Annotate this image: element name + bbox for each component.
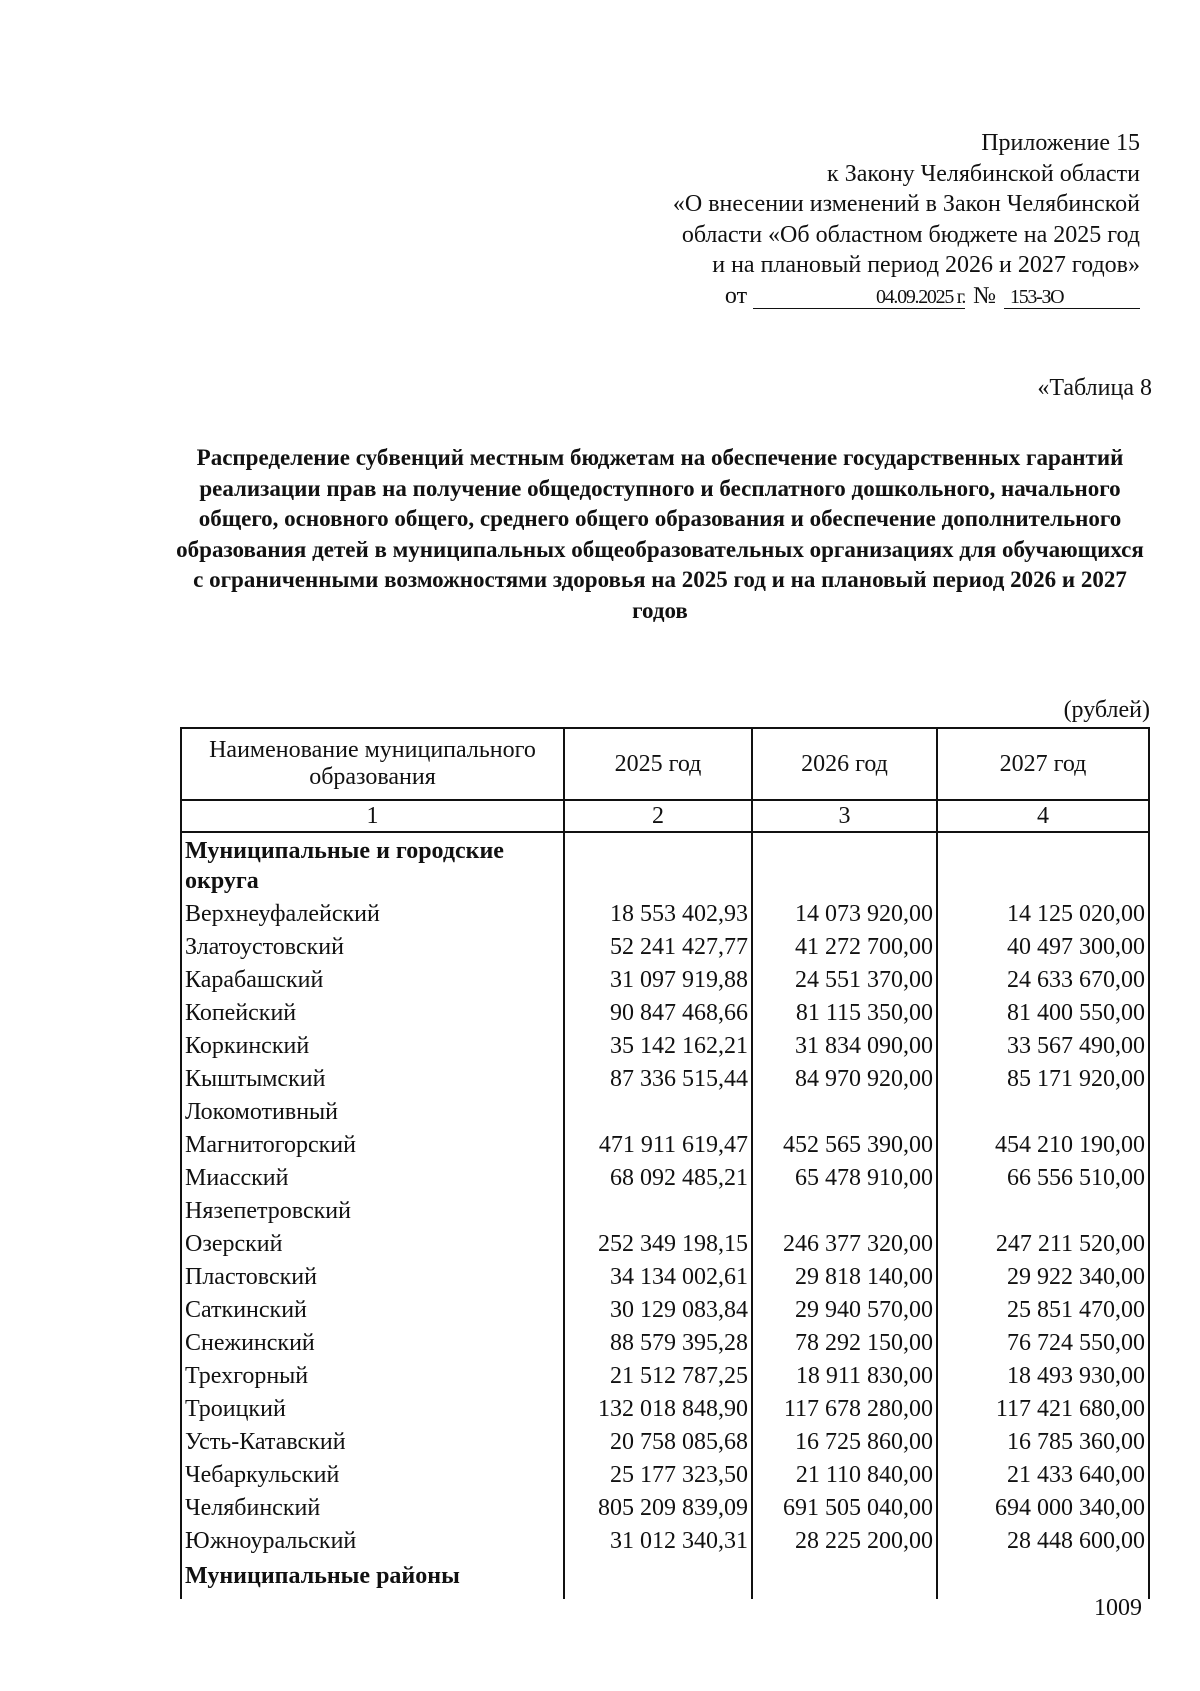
- value-2026: 246 377 320,00: [752, 1228, 937, 1261]
- value-2025: 90 847 468,66: [564, 997, 752, 1030]
- value-2026: 31 834 090,00: [752, 1030, 937, 1063]
- value-2025: 52 241 427,77: [564, 931, 752, 964]
- municipality-name: Снежинский: [181, 1327, 564, 1360]
- table-row: [181, 1063, 1149, 1096]
- number-label: №: [973, 282, 996, 309]
- value-2026: 452 565 390,00: [752, 1129, 937, 1162]
- municipality-name: Локомотивный: [181, 1096, 564, 1129]
- municipality-name: Коркинский: [181, 1030, 564, 1063]
- value-2025: 252 349 198,15: [564, 1228, 752, 1261]
- value-2027: [937, 1096, 1149, 1129]
- appendix-header: [580, 128, 1140, 311]
- value-2026: 16 725 860,00: [752, 1426, 937, 1459]
- table-row: [181, 1294, 1149, 1327]
- value-2026: 78 292 150,00: [752, 1327, 937, 1360]
- table-row: [181, 1525, 1149, 1558]
- section-row: [181, 1558, 1149, 1599]
- table-row: [181, 997, 1149, 1030]
- value-2027: 454 210 190,00: [937, 1129, 1149, 1162]
- value-2027: 66 556 510,00: [937, 1162, 1149, 1195]
- column-header: 2025 год: [564, 728, 752, 800]
- value-2025: 88 579 395,28: [564, 1327, 752, 1360]
- section-title: Муниципальные районы: [181, 1558, 564, 1599]
- table-row: [181, 1096, 1149, 1129]
- value-2027: 28 448 600,00: [937, 1525, 1149, 1558]
- municipality-name: Нязепетровский: [181, 1195, 564, 1228]
- value-2027: 29 922 340,00: [937, 1261, 1149, 1294]
- value-2025: 471 911 619,47: [564, 1129, 752, 1162]
- value-2026: 18 911 830,00: [752, 1360, 937, 1393]
- table-row: [181, 898, 1149, 931]
- value-2027: 76 724 550,00: [937, 1327, 1149, 1360]
- value-2025: 132 018 848,90: [564, 1393, 752, 1426]
- from-label: от: [724, 282, 748, 309]
- municipality-name: Златоустовский: [181, 931, 564, 964]
- column-header: 2027 год: [937, 728, 1149, 800]
- document-title: Распределение субвенций местным бюджетам на обеспечение государственных гарантий реализации прав на получение общедоступного и бесплатного дошкольного, начального общего, основного общего, среднего общего образования и обеспечение дополнительного образования детей в муниципальных общеобразовательных организациях для обучающихся с ограниченными возможностями здоровья на 2025 год и на плановый период 2026 и 2027 годов: [176, 445, 1144, 623]
- column-number-row: [181, 800, 1149, 832]
- municipality-name: Пластовский: [181, 1261, 564, 1294]
- value-2027: 18 493 930,00: [937, 1360, 1149, 1393]
- value-2026: 21 110 840,00: [752, 1459, 937, 1492]
- column-number: 1: [181, 800, 564, 832]
- value-2026: 41 272 700,00: [752, 931, 937, 964]
- value-2025: 30 129 083,84: [564, 1294, 752, 1327]
- value-2025: 34 134 002,61: [564, 1261, 752, 1294]
- value-2026: 29 818 140,00: [752, 1261, 937, 1294]
- value-2025: 31 012 340,31: [564, 1525, 752, 1558]
- table-row: [181, 1195, 1149, 1228]
- table-body: [181, 832, 1149, 1599]
- municipality-name: Троицкий: [181, 1393, 564, 1426]
- units-label: (рублей): [1063, 697, 1150, 723]
- municipality-name: Верхнеуфалейский: [181, 898, 564, 931]
- header-line: и на плановый период 2026 и 2027 годов»: [712, 252, 1140, 278]
- law-date: 04.09.2025 г.: [753, 286, 965, 309]
- municipality-name: Кыштымский: [181, 1063, 564, 1096]
- law-number: 153-ЗО: [1004, 286, 1140, 309]
- value-2026: 28 225 200,00: [752, 1525, 937, 1558]
- column-header: Наименование муниципального образования: [181, 728, 564, 800]
- municipality-name: Карабашский: [181, 964, 564, 997]
- column-number: 3: [752, 800, 937, 832]
- value-2026: [752, 1096, 937, 1129]
- municipality-name: Магнитогорский: [181, 1129, 564, 1162]
- table-row: [181, 1261, 1149, 1294]
- value-2026: [752, 1195, 937, 1228]
- column-number: 2: [564, 800, 752, 832]
- municipality-name: Трехгорный: [181, 1360, 564, 1393]
- value-2027: [937, 1195, 1149, 1228]
- municipality-name: Озерский: [181, 1228, 564, 1261]
- value-2027: 85 171 920,00: [937, 1063, 1149, 1096]
- table-row: [181, 1426, 1149, 1459]
- page-number: 1009: [1094, 1595, 1142, 1621]
- value-2027: 694 000 340,00: [937, 1492, 1149, 1525]
- header-line: к Закону Челябинской области: [827, 160, 1140, 187]
- value-2027: 117 421 680,00: [937, 1393, 1149, 1426]
- table-row: [181, 931, 1149, 964]
- table-row: [181, 1459, 1149, 1492]
- value-2026: 84 970 920,00: [752, 1063, 937, 1096]
- value-2026: 65 478 910,00: [752, 1162, 937, 1195]
- table-row: [181, 1327, 1149, 1360]
- value-2026: 14 073 920,00: [752, 898, 937, 931]
- table-header-row: [181, 728, 1149, 800]
- value-2026: 117 678 280,00: [752, 1393, 937, 1426]
- law-date-number: [580, 281, 1140, 312]
- table-row: [181, 1129, 1149, 1162]
- value-2025: 805 209 839,09: [564, 1492, 752, 1525]
- subventions-table: [180, 727, 1150, 1599]
- value-2026: 29 940 570,00: [752, 1294, 937, 1327]
- value-2027: 33 567 490,00: [937, 1030, 1149, 1063]
- value-2025: 18 553 402,93: [564, 898, 752, 931]
- header-line: «О внесении изменений в Закон Челябинской: [672, 191, 1140, 217]
- value-2027: 247 211 520,00: [937, 1228, 1149, 1261]
- table-row: [181, 1162, 1149, 1195]
- municipality-name: Южноуральский: [181, 1525, 564, 1558]
- table-label: «Таблица 8: [1037, 375, 1152, 401]
- value-2027: 16 785 360,00: [937, 1426, 1149, 1459]
- value-2025: 25 177 323,50: [564, 1459, 752, 1492]
- header-line: Приложение 15: [981, 130, 1140, 156]
- value-2025: 35 142 162,21: [564, 1030, 752, 1063]
- value-2025: 31 097 919,88: [564, 964, 752, 997]
- value-2026: 81 115 350,00: [752, 997, 937, 1030]
- header-line: области «Об областном бюджете на 2025 год: [681, 221, 1140, 248]
- table-row: [181, 964, 1149, 997]
- value-2026: 24 551 370,00: [752, 964, 937, 997]
- value-2027: 81 400 550,00: [937, 997, 1149, 1030]
- municipality-name: Усть-Катавский: [181, 1426, 564, 1459]
- section-title: Муниципальные и городские округа: [181, 832, 564, 898]
- municipality-name: Саткинский: [181, 1294, 564, 1327]
- table-row: [181, 1030, 1149, 1063]
- column-number: 4: [937, 800, 1149, 832]
- table-row: [181, 1492, 1149, 1525]
- value-2025: 21 512 787,25: [564, 1360, 752, 1393]
- value-2027: 21 433 640,00: [937, 1459, 1149, 1492]
- value-2026: 691 505 040,00: [752, 1492, 937, 1525]
- value-2025: 87 336 515,44: [564, 1063, 752, 1096]
- municipality-name: Миасский: [181, 1162, 564, 1195]
- value-2025: 20 758 085,68: [564, 1426, 752, 1459]
- column-header: 2026 год: [752, 728, 937, 800]
- value-2027: 24 633 670,00: [937, 964, 1149, 997]
- value-2027: 25 851 470,00: [937, 1294, 1149, 1327]
- table-row: [181, 1360, 1149, 1393]
- table-row: [181, 1393, 1149, 1426]
- municipality-name: Чебаркульский: [181, 1459, 564, 1492]
- value-2025: [564, 1096, 752, 1129]
- municipality-name: Копейский: [181, 997, 564, 1030]
- value-2025: [564, 1195, 752, 1228]
- section-row: [181, 832, 1149, 898]
- value-2025: 68 092 485,21: [564, 1162, 752, 1195]
- value-2027: 14 125 020,00: [937, 898, 1149, 931]
- value-2027: 40 497 300,00: [937, 931, 1149, 964]
- table-row: [181, 1228, 1149, 1261]
- municipality-name: Челябинский: [181, 1492, 564, 1525]
